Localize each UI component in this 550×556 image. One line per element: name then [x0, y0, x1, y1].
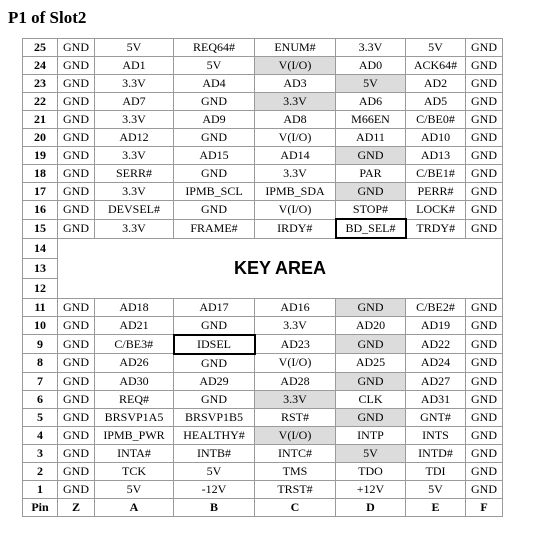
- signal-cell: AD24: [406, 354, 466, 373]
- page-title: P1 of Slot2: [8, 8, 87, 27]
- signal-cell: ACK64#: [406, 57, 466, 75]
- signal-cell: V(I/O): [255, 201, 336, 220]
- footer-cell: F: [466, 498, 503, 516]
- signal-cell: GND: [466, 372, 503, 390]
- pin-number-cell: 23: [23, 75, 58, 93]
- signal-cell: C/BE1#: [406, 165, 466, 183]
- pin-number-cell: 7: [23, 372, 58, 390]
- signal-cell: AD22: [406, 335, 466, 354]
- signal-cell: AD16: [255, 298, 336, 316]
- signal-cell: TDO: [336, 462, 406, 480]
- signal-cell: LOCK#: [406, 201, 466, 220]
- signal-cell: BRSVP1B5: [174, 408, 255, 426]
- signal-cell: AD1: [95, 57, 174, 75]
- signal-cell: AD28: [255, 372, 336, 390]
- signal-cell: GND: [174, 93, 255, 111]
- pin-number-cell: 5: [23, 408, 58, 426]
- signal-cell: -12V: [174, 480, 255, 498]
- signal-cell: AD9: [174, 111, 255, 129]
- table-row: [23, 183, 503, 201]
- signal-cell: AD14: [255, 147, 336, 165]
- footer-cell: A: [95, 498, 174, 516]
- signal-cell: AD6: [336, 93, 406, 111]
- table-row: [23, 57, 503, 75]
- signal-cell: GND: [58, 372, 95, 390]
- footer-cell: B: [174, 498, 255, 516]
- signal-cell: INTC#: [255, 444, 336, 462]
- pin-number-cell: 11: [23, 298, 58, 316]
- signal-cell: GND: [466, 408, 503, 426]
- signal-cell: REQ#: [95, 390, 174, 408]
- signal-cell: AD17: [174, 298, 255, 316]
- signal-cell: BRSVP1A5: [95, 408, 174, 426]
- signal-cell: GND: [466, 219, 503, 238]
- signal-cell: IRDY#: [255, 219, 336, 238]
- pin-number-cell: 15: [23, 219, 58, 238]
- signal-cell: STOP#: [336, 201, 406, 220]
- signal-cell: 5V: [336, 75, 406, 93]
- table-row: [23, 219, 503, 238]
- table-row: [23, 39, 503, 57]
- pin-number-cell: 6: [23, 390, 58, 408]
- table-row: [23, 93, 503, 111]
- signal-cell: GND: [466, 57, 503, 75]
- signal-cell: AD8: [255, 111, 336, 129]
- table-row: [23, 408, 503, 426]
- signal-cell: BD_SEL#: [336, 219, 406, 238]
- signal-cell: AD27: [406, 372, 466, 390]
- table-row: [23, 129, 503, 147]
- table-body-top: [23, 39, 503, 239]
- signal-cell: 3.3V: [255, 390, 336, 408]
- signal-cell: GND: [466, 426, 503, 444]
- signal-cell: +12V: [336, 480, 406, 498]
- table-row: [23, 147, 503, 165]
- pin-number-cell: 14: [23, 238, 58, 258]
- signal-cell: AD7: [95, 93, 174, 111]
- table-row: [23, 111, 503, 129]
- pin-number-cell: 2: [23, 462, 58, 480]
- signal-cell: GND: [466, 111, 503, 129]
- signal-cell: IPMB_SCL: [174, 183, 255, 201]
- signal-cell: GND: [58, 390, 95, 408]
- signal-cell: C/BE3#: [95, 335, 174, 354]
- signal-cell: 3.3V: [336, 39, 406, 57]
- signal-cell: GND: [174, 129, 255, 147]
- pin-number-cell: 1: [23, 480, 58, 498]
- signal-cell: 3.3V: [95, 219, 174, 238]
- signal-cell: GND: [466, 390, 503, 408]
- signal-cell: AD5: [406, 93, 466, 111]
- signal-cell: C/BE0#: [406, 111, 466, 129]
- signal-cell: V(I/O): [255, 57, 336, 75]
- signal-cell: REQ64#: [174, 39, 255, 57]
- signal-cell: GND: [58, 219, 95, 238]
- signal-cell: GND: [336, 147, 406, 165]
- signal-cell: AD31: [406, 390, 466, 408]
- signal-cell: DEVSEL#: [95, 201, 174, 220]
- table-row: [23, 426, 503, 444]
- signal-cell: GND: [174, 316, 255, 335]
- signal-cell: AD19: [406, 316, 466, 335]
- signal-cell: GND: [466, 93, 503, 111]
- signal-cell: V(I/O): [255, 354, 336, 373]
- signal-cell: GND: [58, 426, 95, 444]
- signal-cell: AD25: [336, 354, 406, 373]
- signal-cell: GND: [58, 354, 95, 373]
- signal-cell: AD3: [255, 75, 336, 93]
- signal-cell: 5V: [95, 39, 174, 57]
- signal-cell: HEALTHY#: [174, 426, 255, 444]
- signal-cell: RST#: [255, 408, 336, 426]
- pin-number-cell: 18: [23, 165, 58, 183]
- signal-cell: AD23: [255, 335, 336, 354]
- signal-cell: GND: [466, 335, 503, 354]
- signal-cell: 5V: [336, 444, 406, 462]
- signal-cell: GND: [58, 129, 95, 147]
- pin-number-cell: 17: [23, 183, 58, 201]
- table-row: [23, 201, 503, 220]
- signal-cell: TDI: [406, 462, 466, 480]
- signal-cell: 5V: [174, 57, 255, 75]
- signal-cell: INTB#: [174, 444, 255, 462]
- signal-cell: AD15: [174, 147, 255, 165]
- signal-cell: GND: [174, 201, 255, 220]
- table-row: [23, 335, 503, 354]
- signal-cell: GNT#: [406, 408, 466, 426]
- signal-cell: TRST#: [255, 480, 336, 498]
- table-row: [23, 390, 503, 408]
- signal-cell: GND: [466, 75, 503, 93]
- signal-cell: TCK: [95, 462, 174, 480]
- signal-cell: IPMB_SDA: [255, 183, 336, 201]
- pin-number-cell: 8: [23, 354, 58, 373]
- signal-cell: AD30: [95, 372, 174, 390]
- signal-cell: GND: [58, 201, 95, 220]
- signal-cell: AD10: [406, 129, 466, 147]
- signal-cell: PERR#: [406, 183, 466, 201]
- table-row: [23, 354, 503, 373]
- signal-cell: GND: [466, 165, 503, 183]
- signal-cell: GND: [58, 93, 95, 111]
- signal-cell: AD29: [174, 372, 255, 390]
- signal-cell: GND: [466, 298, 503, 316]
- signal-cell: AD21: [95, 316, 174, 335]
- signal-cell: AD26: [95, 354, 174, 373]
- signal-cell: GND: [58, 39, 95, 57]
- signal-cell: GND: [58, 335, 95, 354]
- signal-cell: INTP: [336, 426, 406, 444]
- signal-cell: GND: [466, 316, 503, 335]
- signal-cell: FRAME#: [174, 219, 255, 238]
- signal-cell: 3.3V: [95, 147, 174, 165]
- signal-cell: SERR#: [95, 165, 174, 183]
- signal-cell: GND: [58, 408, 95, 426]
- signal-cell: TRDY#: [406, 219, 466, 238]
- pin-number-cell: 20: [23, 129, 58, 147]
- footer-cell: E: [406, 498, 466, 516]
- signal-cell: CLK: [336, 390, 406, 408]
- signal-cell: 3.3V: [95, 111, 174, 129]
- signal-cell: AD2: [406, 75, 466, 93]
- table-row: [23, 165, 503, 183]
- table-row: [23, 372, 503, 390]
- pin-number-cell: 12: [23, 278, 58, 298]
- signal-cell: AD4: [174, 75, 255, 93]
- pin-number-cell: 16: [23, 201, 58, 220]
- signal-cell: IDSEL: [174, 335, 255, 354]
- table-row: [23, 316, 503, 335]
- signal-cell: GND: [336, 298, 406, 316]
- footer-cell: Pin: [23, 498, 58, 516]
- table-row: [23, 444, 503, 462]
- signal-cell: GND: [466, 129, 503, 147]
- signal-cell: AD20: [336, 316, 406, 335]
- signal-cell: 3.3V: [95, 183, 174, 201]
- signal-cell: ENUM#: [255, 39, 336, 57]
- signal-cell: 5V: [174, 462, 255, 480]
- signal-cell: GND: [58, 316, 95, 335]
- signal-cell: AD13: [406, 147, 466, 165]
- signal-cell: IPMB_PWR: [95, 426, 174, 444]
- pin-number-cell: 10: [23, 316, 58, 335]
- signal-cell: GND: [58, 298, 95, 316]
- signal-cell: GND: [58, 462, 95, 480]
- footer-cell: Z: [58, 498, 95, 516]
- signal-cell: GND: [466, 480, 503, 498]
- signal-cell: INTS: [406, 426, 466, 444]
- pin-number-cell: 9: [23, 335, 58, 354]
- table-row: [23, 75, 503, 93]
- signal-cell: 5V: [406, 480, 466, 498]
- pin-number-cell: 24: [23, 57, 58, 75]
- table-row: [23, 462, 503, 480]
- key-area-section: [23, 238, 503, 298]
- signal-cell: GND: [336, 372, 406, 390]
- footer-cell: D: [336, 498, 406, 516]
- pin-number-cell: 13: [23, 258, 58, 278]
- signal-cell: GND: [466, 39, 503, 57]
- signal-cell: PAR: [336, 165, 406, 183]
- signal-cell: AD18: [95, 298, 174, 316]
- signal-cell: AD11: [336, 129, 406, 147]
- key-area-label: KEY AREA: [58, 238, 503, 298]
- signal-cell: V(I/O): [255, 129, 336, 147]
- signal-cell: AD0: [336, 57, 406, 75]
- signal-cell: V(I/O): [255, 426, 336, 444]
- signal-cell: GND: [58, 183, 95, 201]
- pin-number-cell: 25: [23, 39, 58, 57]
- signal-cell: GND: [466, 183, 503, 201]
- pin-number-cell: 19: [23, 147, 58, 165]
- signal-cell: C/BE2#: [406, 298, 466, 316]
- footer-cell: C: [255, 498, 336, 516]
- signal-cell: 3.3V: [255, 165, 336, 183]
- signal-cell: 3.3V: [95, 75, 174, 93]
- pin-assignment-table: [22, 38, 503, 517]
- signal-cell: AD12: [95, 129, 174, 147]
- pin-number-cell: 21: [23, 111, 58, 129]
- signal-cell: GND: [336, 335, 406, 354]
- signal-cell: M66EN: [336, 111, 406, 129]
- signal-cell: TMS: [255, 462, 336, 480]
- signal-cell: GND: [58, 75, 95, 93]
- signal-cell: 3.3V: [255, 93, 336, 111]
- signal-cell: 5V: [406, 39, 466, 57]
- signal-cell: GND: [58, 147, 95, 165]
- table-footer-row: [23, 498, 503, 516]
- signal-cell: GND: [466, 354, 503, 373]
- signal-cell: GND: [466, 147, 503, 165]
- table-body-bottom: [23, 298, 503, 498]
- signal-cell: GND: [58, 111, 95, 129]
- signal-cell: GND: [174, 165, 255, 183]
- signal-cell: 3.3V: [255, 316, 336, 335]
- signal-cell: GND: [174, 390, 255, 408]
- signal-cell: INTD#: [406, 444, 466, 462]
- signal-cell: GND: [58, 480, 95, 498]
- table-row-key: [23, 238, 503, 258]
- signal-cell: INTA#: [95, 444, 174, 462]
- signal-cell: GND: [58, 165, 95, 183]
- pin-number-cell: 4: [23, 426, 58, 444]
- table-row: [23, 298, 503, 316]
- signal-cell: GND: [174, 354, 255, 373]
- signal-cell: GND: [466, 444, 503, 462]
- table-row: [23, 480, 503, 498]
- signal-cell: GND: [58, 444, 95, 462]
- signal-cell: GND: [336, 408, 406, 426]
- signal-cell: GND: [466, 462, 503, 480]
- pin-number-cell: 3: [23, 444, 58, 462]
- signal-cell: GND: [58, 57, 95, 75]
- signal-cell: 5V: [95, 480, 174, 498]
- signal-cell: GND: [336, 183, 406, 201]
- signal-cell: GND: [466, 201, 503, 220]
- pin-number-cell: 22: [23, 93, 58, 111]
